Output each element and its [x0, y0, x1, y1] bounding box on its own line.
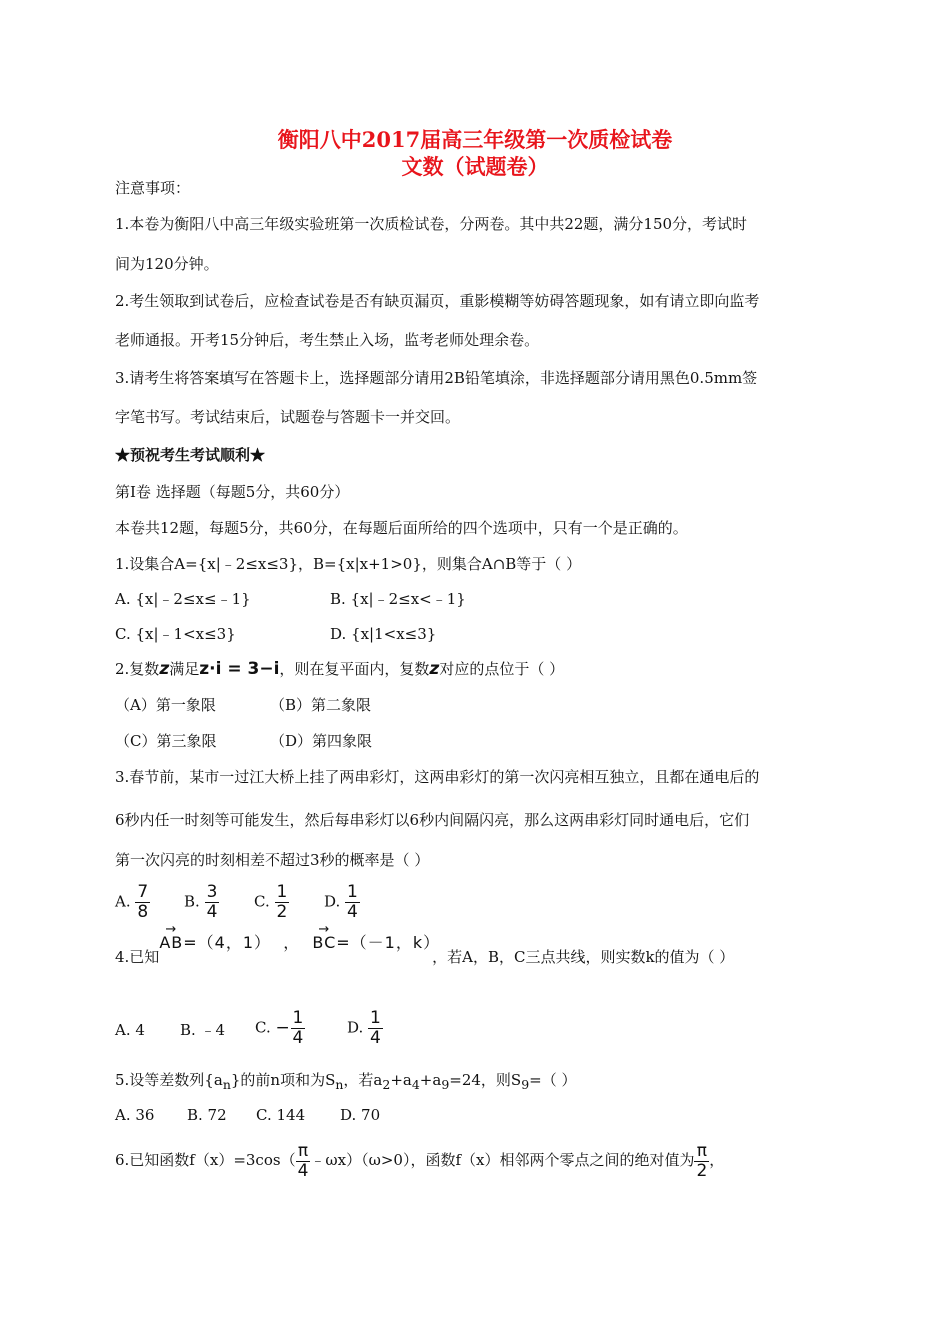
- q6-text-2: ﹣ωx）（ω>0），函数f（x）相邻两个零点之间的绝对值为: [310, 1151, 695, 1169]
- note-2-line-2: 老师通报。开考15分钟后，考生禁止入场，监考老师处理余卷。: [115, 331, 540, 349]
- note-2-line-1: 2.考生领取到试卷后，应检查试卷是否有缺页漏页，重影模糊等妨碍答题现象，如有请立即向监考: [115, 292, 760, 310]
- numerator: 1: [370, 1008, 381, 1028]
- question-2-option-a: （A）第一象限: [115, 696, 216, 714]
- subscript: n: [335, 1077, 344, 1092]
- question-5-stem: [115, 1070, 577, 1095]
- question-4-option-b: B. ﹣4: [180, 1021, 226, 1039]
- option-label: C.: [255, 1018, 271, 1037]
- fraction: [291, 1009, 306, 1048]
- good-luck-banner: ★预祝考生考试顺利★: [115, 446, 266, 464]
- q5-text: +a: [390, 1071, 412, 1089]
- option-label: D.: [324, 892, 341, 911]
- denominator: 4: [347, 902, 358, 922]
- question-3-option-b: [184, 883, 219, 922]
- note-3-line-1: 3.请考生将答案填写在答题卡上，选择题部分请用2B铅笔填涂，非选择题部分请用黑色0.5mm签: [115, 369, 758, 387]
- note-1-line-2: 间为120分钟。: [115, 255, 219, 273]
- numerator: 1: [347, 882, 358, 902]
- question-2-option-d: （D）第四象限: [270, 732, 373, 750]
- denominator: 8: [137, 902, 149, 922]
- question-5-option-b: B. 72: [187, 1106, 227, 1124]
- vector-bc-value: =（－1，k）: [336, 933, 433, 952]
- question-2-stem: [115, 659, 564, 679]
- q2-var-z: z: [159, 659, 170, 679]
- denominator: 4: [206, 902, 218, 922]
- q6-text-3: ，: [709, 1151, 725, 1169]
- section-intro: 本卷共12题，每题5分，共60分，在每题后面所给的四个选项中，只有一个是正确的。: [115, 519, 688, 537]
- numerator: 3: [206, 882, 218, 902]
- q2-equation: z·i = 3−i: [199, 659, 280, 679]
- q5-text: +a: [419, 1071, 442, 1089]
- fraction: [135, 883, 150, 922]
- vector-ab: → AB: [159, 933, 183, 953]
- fraction: [345, 883, 360, 922]
- denominator: 2: [276, 902, 288, 922]
- question-1-option-b: B. {x|﹣2≤x<﹣1}: [330, 590, 466, 608]
- option-label: A.: [115, 892, 131, 911]
- exam-title: 衡阳八中2017届高三年级第一次质检试卷: [277, 127, 673, 152]
- question-1-option-a: A. {x|﹣2≤x≤﹣1}: [115, 590, 251, 608]
- q2-text-4: 对应的点位于（ ）: [439, 660, 565, 678]
- separator: ，: [283, 933, 301, 952]
- q5-text: ，若a: [343, 1071, 383, 1089]
- q4-vectors: [159, 933, 432, 952]
- numerator: 1: [292, 1008, 304, 1028]
- question-4-option-c: [255, 1009, 305, 1048]
- sign: −: [275, 1018, 290, 1038]
- question-3-line-1: 3.春节前，某市一过江大桥上挂了两串彩灯，这两串彩灯的第一次闪亮相互独立，且都在通电后的: [115, 768, 760, 786]
- subscript: 2: [382, 1077, 391, 1092]
- question-5-option-a: A. 36: [115, 1106, 155, 1124]
- option-label: B.: [184, 892, 200, 911]
- question-1-option-d: D. {x|1<x≤3}: [330, 625, 437, 643]
- notes-heading: 注意事项：: [115, 179, 191, 197]
- fraction: [205, 883, 220, 922]
- subscript: 9: [441, 1077, 450, 1092]
- fraction-pi-over-2: [694, 1142, 709, 1181]
- numerator: π: [296, 1142, 311, 1162]
- denominator: 2: [696, 1160, 708, 1181]
- subscript: 4: [411, 1077, 420, 1092]
- q5-text: =24，则S: [449, 1071, 522, 1089]
- question-2-option-b: （B）第二象限: [270, 696, 372, 714]
- minus-sign: [276, 1019, 290, 1038]
- q2-text-3: ，则在复平面内，复数: [279, 660, 430, 678]
- fraction: [275, 883, 290, 922]
- exam-subtitle: 文数（试题卷）: [401, 154, 549, 179]
- vector-ab-value: =（4，1）: [183, 933, 272, 952]
- q5-text: 5.设等差数列{a: [115, 1071, 223, 1089]
- numerator: 1: [276, 882, 288, 902]
- question-3-option-c: [254, 883, 289, 922]
- denominator: 4: [297, 1160, 309, 1181]
- question-4-option-a: A. 4: [115, 1021, 145, 1039]
- vector-bc: → BC: [312, 933, 336, 953]
- note-1-line-1: 1.本卷为衡阳八中高三年级实验班第一次质检试卷，分两卷。其中共22题，满分150分，考试时: [115, 215, 748, 233]
- section-heading: 第Ⅰ卷 选择题（每题5分，共60分）: [115, 483, 350, 501]
- numerator: π: [694, 1142, 709, 1162]
- option-label: C.: [254, 892, 270, 911]
- denominator: 4: [370, 1028, 381, 1048]
- q5-text: }的前n项和为S: [230, 1071, 336, 1089]
- question-5-option-d: D. 70: [340, 1106, 381, 1124]
- question-5-option-c: C. 144: [256, 1106, 306, 1124]
- q5-text: =（ ）: [529, 1071, 577, 1089]
- fraction: [368, 1009, 383, 1048]
- question-3-option-d: [324, 883, 360, 922]
- question-6-stem: [115, 1140, 724, 1181]
- note-3-line-2: 字笔书写。考试结束后，试题卷与答题卡一并交回。: [115, 408, 461, 426]
- q2-text-1: 2.复数: [115, 660, 160, 678]
- q6-text-1: 6.已知函数f（x）=3cos（: [115, 1151, 296, 1169]
- question-1-stem: 1.设集合A={x|﹣2≤x≤3}，B={x|x+1>0}，则集合A∩B等于（ ）: [115, 555, 582, 573]
- q4-text-2: ，若A，B，C三点共线，则实数k的值为（ ）: [432, 948, 735, 966]
- subscript: 9: [521, 1077, 530, 1092]
- q2-text-2: 满足: [169, 660, 200, 678]
- denominator: 4: [292, 1028, 304, 1048]
- subscript: n: [222, 1077, 231, 1092]
- question-4-stem: [115, 933, 735, 967]
- question-2-option-c: （C）第三象限: [115, 732, 217, 750]
- numerator: 7: [137, 882, 149, 902]
- question-1-option-c: C. {x|﹣1<x≤3}: [115, 625, 236, 643]
- q4-text-1: 4.已知: [115, 948, 160, 966]
- question-3-line-2: 6秒内任一时刻等可能发生，然后每串彩灯以6秒内间隔闪亮，那么这两串彩灯同时通电后，它们: [115, 811, 750, 829]
- q2-var-z-2: z: [429, 659, 440, 679]
- fraction-pi-over-4: [296, 1142, 311, 1181]
- question-3-line-3: 第一次闪亮的时刻相差不超过3秒的概率是（ ）: [115, 851, 430, 869]
- question-3-option-a: [115, 883, 150, 922]
- option-label: D.: [347, 1018, 364, 1037]
- question-4-option-d: [347, 1009, 383, 1048]
